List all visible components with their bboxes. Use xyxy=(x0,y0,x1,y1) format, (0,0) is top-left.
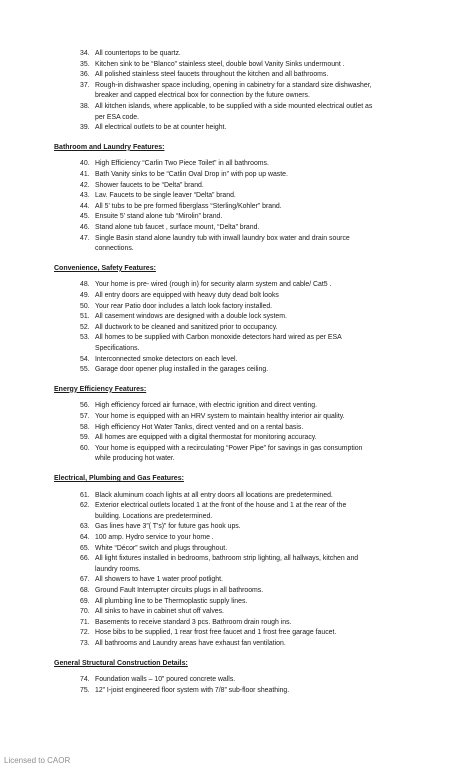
list-item-number: 37. xyxy=(80,81,90,89)
list-item-text: Basements to receive standard 3 pcs. Bathroom drain rough ins. xyxy=(95,618,292,626)
list-item-continuation: breaker and capped electrical box for connection by the future owners. xyxy=(95,92,310,100)
list-item-number: 40. xyxy=(80,160,90,168)
list-item-number: 35. xyxy=(80,60,90,68)
list-item-text: Interconnected smoke detectors on each level. xyxy=(95,355,238,363)
list-item-continuation: building. Locations are predetermined. xyxy=(95,512,213,520)
list-item-text: Kitchen sink to be “Blanco” stainless steel, double bowl Vanity Sinks undermount . xyxy=(95,60,345,68)
list-item-number: 71. xyxy=(80,618,90,626)
list-item-text: All kitchen islands, where applicable, to be supplied with a side mounted electrical outlet as xyxy=(95,103,373,110)
list-item-text: White “Décor” switch and plugs throughout. xyxy=(95,544,228,552)
list-item-number: 41. xyxy=(80,171,90,178)
list-item-text: Shower faucets to be “Delta” brand. xyxy=(95,181,204,189)
list-item-number: 52. xyxy=(80,323,90,331)
list-item-number: 51. xyxy=(80,313,90,321)
list-item-number: 60. xyxy=(80,444,90,452)
list-item-number: 70. xyxy=(80,608,90,616)
list-item-number: 61. xyxy=(80,491,90,499)
list-item-number: 66. xyxy=(80,555,90,563)
list-item-number: 58. xyxy=(80,423,90,431)
list-item-number: 42. xyxy=(80,181,90,189)
list-item-text: Garage door opener plug installed in the garages ceiling. xyxy=(95,366,269,374)
list-item-number: 43. xyxy=(80,192,90,200)
list-item-number: 36. xyxy=(80,71,90,79)
list-item-text: All casement windows are designed with a double lock system. xyxy=(95,313,287,321)
list-item-text: Lav. Faucets to be single leaver “Delta” brand. xyxy=(95,192,236,200)
section-heading: General Structural Construction Details: xyxy=(54,659,188,667)
list-item-text: All light fixtures installed in bedrooms, bathroom strip lighting, all hallways, kitchen and xyxy=(95,555,359,563)
list-item-number: 75. xyxy=(80,686,90,694)
list-item-number: 73. xyxy=(80,640,90,647)
list-item-number: 45. xyxy=(80,213,90,221)
list-item-text: Stand alone tub faucet , surface mount, “Delta” brand. xyxy=(95,224,260,231)
list-item-number: 59. xyxy=(80,434,90,442)
list-item-number: 64. xyxy=(80,534,90,541)
list-item-number: 72. xyxy=(80,629,90,637)
list-item-number: 68. xyxy=(80,587,90,594)
list-item-text: High Efficiency “Carlin Two Piece Toilet” in all bathrooms. xyxy=(95,160,269,168)
list-item-text: Your home is equipped with an HRV system to maintain healthy interior air quality. xyxy=(95,413,345,420)
list-item-text: All bathrooms and Laundry areas have exhaust fan ventilation. xyxy=(95,640,286,647)
list-item-text: All ductwork to be cleaned and sanitized prior to occupancy. xyxy=(95,323,278,331)
list-item-number: 44. xyxy=(80,202,90,210)
list-item-text: All homes to be supplied with Carbon monoxide detectors hard wired as per ESA xyxy=(95,334,342,342)
list-item-text: All entry doors are equipped with heavy duty dead bolt looks xyxy=(95,292,279,299)
list-item-text: Rough-in dishwasher space including, opening in cabinetry for a standard size dishwasher, xyxy=(95,81,372,89)
list-item-number: 74. xyxy=(80,676,90,684)
list-item-number: 57. xyxy=(80,413,90,420)
section-heading: Convenience, Safety Features: xyxy=(54,264,156,272)
list-item-number: 69. xyxy=(80,597,90,605)
list-item-number: 38. xyxy=(80,103,90,110)
list-item-text: Gas lines have 3”( T’s)” for future gas hook ups. xyxy=(95,523,241,531)
list-item-number: 50. xyxy=(80,302,90,310)
list-item-text: Bath Vanity sinks to be “Catlin Oval Drop in” with pop up waste. xyxy=(95,171,288,178)
list-item-text: Your home is equipped with a recirculating “Power Pipe” for savings in gas consumption xyxy=(95,444,363,452)
list-item-text: All 5’ tubs to be pre formed fiberglass “Sterling/Kohler” brand. xyxy=(95,202,282,210)
list-item-continuation: laundry rooms. xyxy=(95,565,141,573)
list-item-number: 62. xyxy=(80,502,90,510)
list-item-text: All showers to have 1 water proof potlight. xyxy=(95,576,223,584)
section-heading: Bathroom and Laundry Features: xyxy=(54,143,165,151)
list-item-text: High efficiency forced air furnace, with electric ignition and direct venting. xyxy=(95,402,318,410)
list-item-text: Ensuite 5’ stand alone tub “Mirolin” brand. xyxy=(95,213,223,221)
list-item-continuation: Specifications. xyxy=(95,345,140,352)
list-item-number: 63. xyxy=(80,523,90,531)
list-item-text: Black aluminum coach lights at all entry doors all locations are predetermined. xyxy=(95,491,333,499)
list-item-text: Ground Fault Interrupter circuits plugs in all bathrooms. xyxy=(95,587,264,594)
list-item-continuation: per ESA code. xyxy=(95,113,140,121)
list-item-number: 65. xyxy=(80,544,90,552)
list-item-text: Hose bibs to be supplied, 1 rear frost free faucet and 1 frost free garage faucet. xyxy=(95,629,337,637)
list-item-number: 56. xyxy=(80,402,90,410)
section-heading: Electrical, Plumbing and Gas Features: xyxy=(54,475,184,482)
list-item-text: All homes are equipped with a digital thermostat for monitoring accuracy. xyxy=(95,434,317,442)
list-item-text: All polished stainless steel faucets throughout the kitchen and all bathrooms. xyxy=(95,71,329,79)
list-item-text: Foundation walls – 10” poured concrete walls. xyxy=(95,676,236,684)
list-item-text: Your rear Patio door includes a latch look factory installed. xyxy=(95,302,273,310)
section-heading: Energy Efficiency Features: xyxy=(54,385,147,393)
license-watermark: Licensed to CAOR xyxy=(4,756,71,765)
list-item-text: 100 amp. Hydro service to your home . xyxy=(95,534,214,541)
list-item-text: Single Basin stand alone laundry tub with inwall laundry box water and drain source xyxy=(95,234,350,242)
list-item-number: 53. xyxy=(80,334,90,342)
list-item-continuation: while producing hot water. xyxy=(95,455,175,463)
list-item-number: 47. xyxy=(80,234,90,242)
list-item-text: All electrical outlets to be at counter height. xyxy=(95,124,227,132)
list-item-text: All plumbing line to be Thermoplastic supply lines. xyxy=(95,597,248,605)
list-item-number: 46. xyxy=(80,224,90,231)
list-item-text: Exterior electrical outlets located 1 at the front of the house and 1 at the rear of the xyxy=(95,502,347,510)
list-item-number: 39. xyxy=(80,124,90,132)
list-item-number: 34. xyxy=(80,50,90,57)
list-item-text: All countertops to be quartz. xyxy=(95,50,181,57)
list-item-continuation: connections. xyxy=(95,245,134,253)
list-item-text: High efficiency Hot Water Tanks, direct vented and on a rental basis. xyxy=(95,423,304,431)
list-item-number: 48. xyxy=(80,281,90,289)
list-item-text: Your home is pre- wired (rough in) for security alarm system and cable/ Cat5 . xyxy=(95,281,332,289)
list-item-number: 55. xyxy=(80,366,90,374)
list-item-number: 49. xyxy=(80,292,90,299)
list-item-number: 54. xyxy=(80,355,90,363)
list-item-text: 12” I-joist engineered floor system with 7/8” sub-floor sheathing. xyxy=(95,686,290,694)
list-item-number: 67. xyxy=(80,576,90,584)
list-item-text: All sinks to have in cabinet shut off valves. xyxy=(95,608,224,616)
